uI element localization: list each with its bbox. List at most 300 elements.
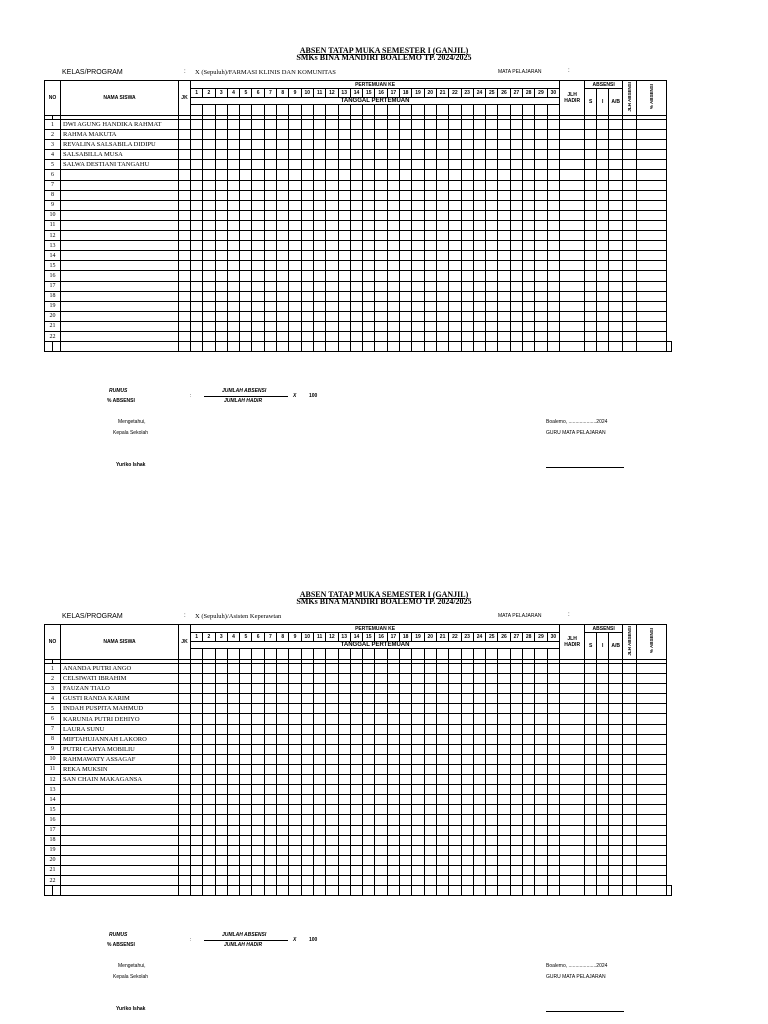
attendance-cell[interactable]: [436, 281, 448, 291]
summary-cell[interactable]: [637, 835, 667, 845]
attendance-cell[interactable]: [510, 190, 522, 200]
attendance-cell[interactable]: [326, 220, 338, 230]
attendance-cell[interactable]: [400, 301, 412, 311]
attendance-cell[interactable]: [313, 261, 325, 271]
attendance-cell[interactable]: [350, 815, 362, 825]
attendance-cell[interactable]: [400, 321, 412, 331]
attendance-cell[interactable]: [350, 744, 362, 754]
attendance-cell[interactable]: [252, 674, 264, 684]
summary-cell[interactable]: [597, 190, 609, 200]
attendance-cell[interactable]: [436, 795, 448, 805]
attendance-cell[interactable]: [449, 734, 461, 744]
attendance-cell[interactable]: [191, 845, 203, 855]
summary-cell[interactable]: [585, 281, 597, 291]
attendance-cell[interactable]: [227, 704, 239, 714]
attendance-cell[interactable]: [215, 825, 227, 835]
attendance-cell[interactable]: [338, 311, 350, 321]
date-cell[interactable]: [523, 105, 535, 116]
attendance-cell[interactable]: [400, 190, 412, 200]
attendance-cell[interactable]: [535, 865, 547, 875]
attendance-cell[interactable]: [203, 734, 215, 744]
summary-cell[interactable]: [609, 170, 623, 180]
attendance-cell[interactable]: [535, 684, 547, 694]
attendance-cell[interactable]: [461, 220, 473, 230]
attendance-cell[interactable]: [363, 120, 375, 130]
attendance-cell[interactable]: [535, 845, 547, 855]
attendance-cell[interactable]: [301, 674, 313, 684]
attendance-cell[interactable]: [203, 855, 215, 865]
attendance-cell[interactable]: [363, 744, 375, 754]
summary-cell[interactable]: [560, 291, 585, 301]
jk-cell[interactable]: [179, 220, 191, 230]
summary-cell[interactable]: [585, 170, 597, 180]
attendance-cell[interactable]: [338, 331, 350, 341]
attendance-cell[interactable]: [227, 795, 239, 805]
attendance-cell[interactable]: [301, 744, 313, 754]
attendance-cell[interactable]: [436, 724, 448, 734]
attendance-cell[interactable]: [473, 220, 485, 230]
attendance-cell[interactable]: [326, 875, 338, 885]
attendance-cell[interactable]: [215, 875, 227, 885]
attendance-cell[interactable]: [227, 150, 239, 160]
attendance-cell[interactable]: [510, 815, 522, 825]
attendance-cell[interactable]: [363, 855, 375, 865]
summary-cell[interactable]: [585, 271, 597, 281]
attendance-cell[interactable]: [412, 160, 424, 170]
attendance-cell[interactable]: [375, 805, 387, 815]
date-cell[interactable]: [203, 105, 215, 116]
summary-cell[interactable]: [585, 855, 597, 865]
attendance-cell[interactable]: [387, 815, 399, 825]
summary-cell[interactable]: [560, 855, 585, 865]
attendance-cell[interactable]: [412, 140, 424, 150]
summary-cell[interactable]: [623, 281, 637, 291]
summary-cell[interactable]: [597, 664, 609, 674]
attendance-cell[interactable]: [313, 825, 325, 835]
attendance-cell[interactable]: [547, 281, 560, 291]
attendance-cell[interactable]: [449, 865, 461, 875]
attendance-cell[interactable]: [535, 754, 547, 764]
attendance-cell[interactable]: [338, 664, 350, 674]
summary-cell[interactable]: [560, 140, 585, 150]
attendance-cell[interactable]: [301, 855, 313, 865]
summary-cell[interactable]: [597, 140, 609, 150]
attendance-cell[interactable]: [301, 180, 313, 190]
attendance-cell[interactable]: [510, 704, 522, 714]
attendance-cell[interactable]: [264, 785, 276, 795]
attendance-cell[interactable]: [547, 120, 560, 130]
attendance-cell[interactable]: [350, 190, 362, 200]
attendance-cell[interactable]: [387, 855, 399, 865]
attendance-cell[interactable]: [338, 815, 350, 825]
date-cell[interactable]: [350, 649, 362, 660]
attendance-cell[interactable]: [535, 734, 547, 744]
attendance-cell[interactable]: [277, 120, 289, 130]
summary-cell[interactable]: [560, 180, 585, 190]
attendance-cell[interactable]: [523, 865, 535, 875]
attendance-cell[interactable]: [326, 845, 338, 855]
attendance-cell[interactable]: [252, 140, 264, 150]
attendance-cell[interactable]: [523, 714, 535, 724]
attendance-cell[interactable]: [400, 764, 412, 774]
summary-cell[interactable]: [609, 271, 623, 281]
attendance-cell[interactable]: [523, 120, 535, 130]
attendance-cell[interactable]: [191, 311, 203, 321]
attendance-cell[interactable]: [191, 875, 203, 885]
attendance-cell[interactable]: [436, 321, 448, 331]
attendance-cell[interactable]: [473, 795, 485, 805]
attendance-cell[interactable]: [424, 210, 436, 220]
attendance-cell[interactable]: [215, 120, 227, 130]
summary-cell[interactable]: [609, 190, 623, 200]
attendance-cell[interactable]: [326, 281, 338, 291]
attendance-cell[interactable]: [203, 754, 215, 764]
attendance-cell[interactable]: [498, 744, 510, 754]
attendance-cell[interactable]: [240, 150, 252, 160]
attendance-cell[interactable]: [277, 714, 289, 724]
attendance-cell[interactable]: [252, 855, 264, 865]
attendance-cell[interactable]: [547, 180, 560, 190]
summary-cell[interactable]: [623, 130, 637, 140]
attendance-cell[interactable]: [523, 744, 535, 754]
attendance-cell[interactable]: [461, 210, 473, 220]
attendance-cell[interactable]: [363, 281, 375, 291]
summary-cell[interactable]: [597, 714, 609, 724]
attendance-cell[interactable]: [301, 140, 313, 150]
summary-cell[interactable]: [637, 785, 667, 795]
date-cell[interactable]: [338, 649, 350, 660]
attendance-cell[interactable]: [498, 261, 510, 271]
attendance-cell[interactable]: [227, 140, 239, 150]
attendance-cell[interactable]: [338, 775, 350, 785]
attendance-cell[interactable]: [449, 331, 461, 341]
attendance-cell[interactable]: [191, 190, 203, 200]
attendance-cell[interactable]: [277, 744, 289, 754]
attendance-cell[interactable]: [486, 251, 498, 261]
attendance-cell[interactable]: [535, 150, 547, 160]
attendance-cell[interactable]: [289, 865, 301, 875]
attendance-cell[interactable]: [203, 704, 215, 714]
attendance-cell[interactable]: [240, 744, 252, 754]
attendance-cell[interactable]: [547, 200, 560, 210]
attendance-cell[interactable]: [375, 130, 387, 140]
attendance-cell[interactable]: [461, 674, 473, 684]
summary-cell[interactable]: [560, 845, 585, 855]
attendance-cell[interactable]: [289, 281, 301, 291]
attendance-cell[interactable]: [289, 291, 301, 301]
attendance-cell[interactable]: [227, 291, 239, 301]
attendance-cell[interactable]: [498, 170, 510, 180]
summary-cell[interactable]: [597, 694, 609, 704]
summary-cell[interactable]: [597, 271, 609, 281]
attendance-cell[interactable]: [436, 684, 448, 694]
attendance-cell[interactable]: [264, 271, 276, 281]
jk-cell[interactable]: [179, 835, 191, 845]
attendance-cell[interactable]: [326, 825, 338, 835]
attendance-cell[interactable]: [191, 180, 203, 190]
summary-cell[interactable]: [637, 220, 667, 230]
attendance-cell[interactable]: [191, 754, 203, 764]
date-cell[interactable]: [227, 105, 239, 116]
attendance-cell[interactable]: [387, 281, 399, 291]
attendance-cell[interactable]: [313, 855, 325, 865]
jk-cell[interactable]: [179, 271, 191, 281]
attendance-cell[interactable]: [473, 815, 485, 825]
attendance-cell[interactable]: [523, 251, 535, 261]
attendance-cell[interactable]: [277, 200, 289, 210]
attendance-cell[interactable]: [375, 200, 387, 210]
jk-cell[interactable]: [179, 795, 191, 805]
attendance-cell[interactable]: [240, 130, 252, 140]
attendance-cell[interactable]: [338, 764, 350, 774]
attendance-cell[interactable]: [461, 744, 473, 754]
summary-cell[interactable]: [597, 865, 609, 875]
attendance-cell[interactable]: [375, 190, 387, 200]
attendance-cell[interactable]: [203, 785, 215, 795]
attendance-cell[interactable]: [461, 815, 473, 825]
jk-cell[interactable]: [179, 674, 191, 684]
attendance-cell[interactable]: [252, 714, 264, 724]
summary-cell[interactable]: [560, 200, 585, 210]
summary-cell[interactable]: [560, 815, 585, 825]
attendance-cell[interactable]: [400, 674, 412, 684]
attendance-cell[interactable]: [326, 321, 338, 331]
attendance-cell[interactable]: [203, 220, 215, 230]
attendance-cell[interactable]: [301, 825, 313, 835]
attendance-cell[interactable]: [191, 160, 203, 170]
attendance-cell[interactable]: [240, 140, 252, 150]
attendance-cell[interactable]: [277, 190, 289, 200]
attendance-cell[interactable]: [203, 795, 215, 805]
attendance-cell[interactable]: [203, 331, 215, 341]
attendance-cell[interactable]: [412, 301, 424, 311]
attendance-cell[interactable]: [301, 734, 313, 744]
attendance-cell[interactable]: [264, 200, 276, 210]
attendance-cell[interactable]: [363, 734, 375, 744]
attendance-cell[interactable]: [326, 674, 338, 684]
attendance-cell[interactable]: [289, 180, 301, 190]
attendance-cell[interactable]: [289, 271, 301, 281]
attendance-cell[interactable]: [363, 704, 375, 714]
attendance-cell[interactable]: [301, 835, 313, 845]
attendance-cell[interactable]: [289, 210, 301, 220]
attendance-cell[interactable]: [375, 301, 387, 311]
attendance-cell[interactable]: [412, 875, 424, 885]
summary-cell[interactable]: [637, 674, 667, 684]
attendance-cell[interactable]: [547, 744, 560, 754]
summary-cell[interactable]: [560, 311, 585, 321]
attendance-cell[interactable]: [400, 724, 412, 734]
attendance-cell[interactable]: [486, 815, 498, 825]
attendance-cell[interactable]: [227, 714, 239, 724]
summary-cell[interactable]: [560, 150, 585, 160]
attendance-cell[interactable]: [215, 261, 227, 271]
attendance-cell[interactable]: [203, 674, 215, 684]
attendance-cell[interactable]: [523, 835, 535, 845]
attendance-cell[interactable]: [203, 140, 215, 150]
attendance-cell[interactable]: [264, 170, 276, 180]
attendance-cell[interactable]: [486, 120, 498, 130]
summary-cell[interactable]: [637, 704, 667, 714]
attendance-cell[interactable]: [240, 190, 252, 200]
summary-cell[interactable]: [560, 684, 585, 694]
attendance-cell[interactable]: [240, 251, 252, 261]
attendance-cell[interactable]: [461, 120, 473, 130]
attendance-cell[interactable]: [486, 190, 498, 200]
attendance-cell[interactable]: [252, 311, 264, 321]
date-cell[interactable]: [240, 649, 252, 660]
summary-cell[interactable]: [637, 140, 667, 150]
attendance-cell[interactable]: [547, 331, 560, 341]
summary-cell[interactable]: [597, 241, 609, 251]
summary-cell[interactable]: [585, 674, 597, 684]
attendance-cell[interactable]: [449, 120, 461, 130]
attendance-cell[interactable]: [252, 160, 264, 170]
attendance-cell[interactable]: [350, 210, 362, 220]
attendance-cell[interactable]: [424, 875, 436, 885]
attendance-cell[interactable]: [523, 694, 535, 704]
attendance-cell[interactable]: [203, 150, 215, 160]
summary-cell[interactable]: [560, 251, 585, 261]
date-cell[interactable]: [498, 105, 510, 116]
summary-cell[interactable]: [609, 674, 623, 684]
attendance-cell[interactable]: [473, 744, 485, 754]
attendance-cell[interactable]: [363, 130, 375, 140]
attendance-cell[interactable]: [486, 775, 498, 785]
attendance-cell[interactable]: [449, 220, 461, 230]
attendance-cell[interactable]: [191, 210, 203, 220]
attendance-cell[interactable]: [301, 875, 313, 885]
attendance-cell[interactable]: [289, 815, 301, 825]
date-cell[interactable]: [387, 105, 399, 116]
attendance-cell[interactable]: [240, 704, 252, 714]
attendance-cell[interactable]: [473, 301, 485, 311]
attendance-cell[interactable]: [547, 825, 560, 835]
attendance-cell[interactable]: [461, 664, 473, 674]
attendance-cell[interactable]: [191, 281, 203, 291]
attendance-cell[interactable]: [240, 865, 252, 875]
attendance-cell[interactable]: [412, 321, 424, 331]
jk-cell[interactable]: [179, 855, 191, 865]
attendance-cell[interactable]: [215, 754, 227, 764]
summary-cell[interactable]: [597, 220, 609, 230]
attendance-cell[interactable]: [301, 271, 313, 281]
summary-cell[interactable]: [609, 210, 623, 220]
summary-cell[interactable]: [560, 734, 585, 744]
attendance-cell[interactable]: [473, 281, 485, 291]
attendance-cell[interactable]: [227, 664, 239, 674]
attendance-cell[interactable]: [510, 271, 522, 281]
attendance-cell[interactable]: [510, 674, 522, 684]
attendance-cell[interactable]: [387, 865, 399, 875]
attendance-cell[interactable]: [301, 724, 313, 734]
attendance-cell[interactable]: [313, 775, 325, 785]
date-cell[interactable]: [240, 105, 252, 116]
attendance-cell[interactable]: [436, 754, 448, 764]
attendance-cell[interactable]: [350, 855, 362, 865]
attendance-cell[interactable]: [547, 835, 560, 845]
summary-cell[interactable]: [637, 170, 667, 180]
attendance-cell[interactable]: [461, 241, 473, 251]
summary-cell[interactable]: [609, 684, 623, 694]
attendance-cell[interactable]: [350, 865, 362, 875]
attendance-cell[interactable]: [486, 724, 498, 734]
attendance-cell[interactable]: [375, 311, 387, 321]
date-cell[interactable]: [473, 105, 485, 116]
attendance-cell[interactable]: [203, 291, 215, 301]
attendance-cell[interactable]: [277, 845, 289, 855]
date-cell[interactable]: [277, 649, 289, 660]
attendance-cell[interactable]: [547, 724, 560, 734]
attendance-cell[interactable]: [375, 160, 387, 170]
attendance-cell[interactable]: [277, 815, 289, 825]
attendance-cell[interactable]: [240, 180, 252, 190]
attendance-cell[interactable]: [449, 261, 461, 271]
attendance-cell[interactable]: [400, 170, 412, 180]
summary-cell[interactable]: [609, 251, 623, 261]
summary-cell[interactable]: [623, 210, 637, 220]
attendance-cell[interactable]: [338, 281, 350, 291]
attendance-cell[interactable]: [363, 321, 375, 331]
attendance-cell[interactable]: [313, 875, 325, 885]
attendance-cell[interactable]: [277, 875, 289, 885]
attendance-cell[interactable]: [227, 674, 239, 684]
attendance-cell[interactable]: [215, 865, 227, 875]
attendance-cell[interactable]: [240, 664, 252, 674]
summary-cell[interactable]: [637, 865, 667, 875]
summary-cell[interactable]: [637, 734, 667, 744]
attendance-cell[interactable]: [461, 845, 473, 855]
attendance-cell[interactable]: [449, 281, 461, 291]
attendance-cell[interactable]: [338, 754, 350, 764]
attendance-cell[interactable]: [338, 180, 350, 190]
attendance-cell[interactable]: [424, 170, 436, 180]
attendance-cell[interactable]: [547, 785, 560, 795]
summary-cell[interactable]: [623, 754, 637, 764]
attendance-cell[interactable]: [240, 754, 252, 764]
attendance-cell[interactable]: [523, 140, 535, 150]
attendance-cell[interactable]: [227, 775, 239, 785]
summary-cell[interactable]: [585, 331, 597, 341]
attendance-cell[interactable]: [510, 775, 522, 785]
attendance-cell[interactable]: [498, 815, 510, 825]
attendance-cell[interactable]: [301, 220, 313, 230]
attendance-cell[interactable]: [535, 210, 547, 220]
attendance-cell[interactable]: [498, 210, 510, 220]
summary-cell[interactable]: [585, 805, 597, 815]
attendance-cell[interactable]: [252, 825, 264, 835]
attendance-cell[interactable]: [510, 694, 522, 704]
attendance-cell[interactable]: [277, 321, 289, 331]
attendance-cell[interactable]: [473, 835, 485, 845]
attendance-cell[interactable]: [461, 170, 473, 180]
attendance-cell[interactable]: [252, 744, 264, 754]
attendance-cell[interactable]: [461, 251, 473, 261]
attendance-cell[interactable]: [535, 261, 547, 271]
summary-cell[interactable]: [637, 684, 667, 694]
attendance-cell[interactable]: [338, 130, 350, 140]
attendance-cell[interactable]: [523, 875, 535, 885]
attendance-cell[interactable]: [264, 815, 276, 825]
attendance-cell[interactable]: [350, 845, 362, 855]
attendance-cell[interactable]: [264, 291, 276, 301]
attendance-cell[interactable]: [301, 664, 313, 674]
summary-cell[interactable]: [585, 785, 597, 795]
attendance-cell[interactable]: [289, 261, 301, 271]
summary-cell[interactable]: [560, 271, 585, 281]
attendance-cell[interactable]: [227, 120, 239, 130]
attendance-cell[interactable]: [510, 734, 522, 744]
